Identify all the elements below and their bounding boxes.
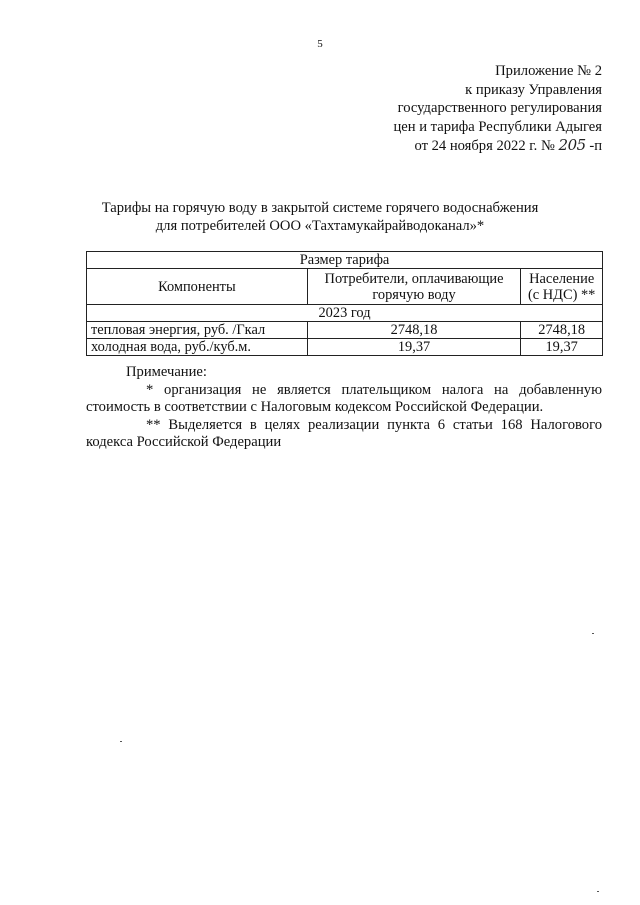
scan-speck: [597, 891, 599, 892]
appendix-line-3: государственного регулирования: [397, 100, 602, 116]
header-components: Компоненты: [87, 269, 308, 305]
title-line-2: для потребителей ООО «Тахтамукайрайводоканал»*: [155, 218, 485, 234]
note-1: * организация не является плательщиком налога на добавленную стоимость в соответствии с Налоговым кодексом Российской Федерации.: [86, 381, 602, 415]
notes-section: [86, 364, 602, 452]
row-population-value: 2748,18: [521, 322, 603, 339]
row-consumers-value: 2748,18: [307, 322, 521, 339]
handwritten-order-number: 205: [558, 136, 586, 154]
header-consumers: Потребители, оплачивающие горячую воду: [307, 269, 521, 305]
table-group-header-row: [87, 252, 603, 269]
appendix-line-1: Приложение № 2: [495, 63, 602, 79]
note-2: ** Выделяется в целях реализации пункта 6 статьи 168 Налогового кодекса Российской Федерации: [86, 416, 602, 450]
row-component: холодная вода, руб./куб.м.: [87, 339, 308, 356]
appendix-header: [393, 62, 602, 156]
appendix-line-4: цен и тарифа Республики Адыгея: [393, 118, 602, 135]
row-population-value: 19,37: [521, 339, 603, 356]
order-suffix: -п: [589, 138, 602, 154]
notes-label: Примечание:: [126, 364, 207, 380]
header-population: Население (с НДС) **: [521, 269, 603, 305]
appendix-line-2: к приказу Управления: [465, 81, 602, 98]
appendix-line-5: [393, 136, 602, 156]
tariff-table: [86, 251, 603, 356]
document-title: [0, 199, 640, 235]
table-row: [87, 322, 603, 339]
row-component: тепловая энергия, руб. /Гкал: [87, 322, 308, 339]
title-line-1: Тарифы на горячую воду в закрытой системе горячего водоснабжения: [101, 200, 539, 216]
table-row: [87, 339, 603, 356]
table-year-row: [87, 305, 603, 322]
scan-speck: [592, 633, 594, 634]
row-consumers-value: 19,37: [307, 339, 521, 356]
page-number: 5: [317, 38, 323, 50]
table-header-row: [87, 269, 603, 305]
order-date-prefix: от 24 ноября 2022 г. №: [414, 138, 555, 154]
scan-speck: [120, 741, 122, 742]
group-header-cell: Размер тарифа: [87, 252, 603, 269]
year-cell: 2023 год: [87, 305, 603, 322]
